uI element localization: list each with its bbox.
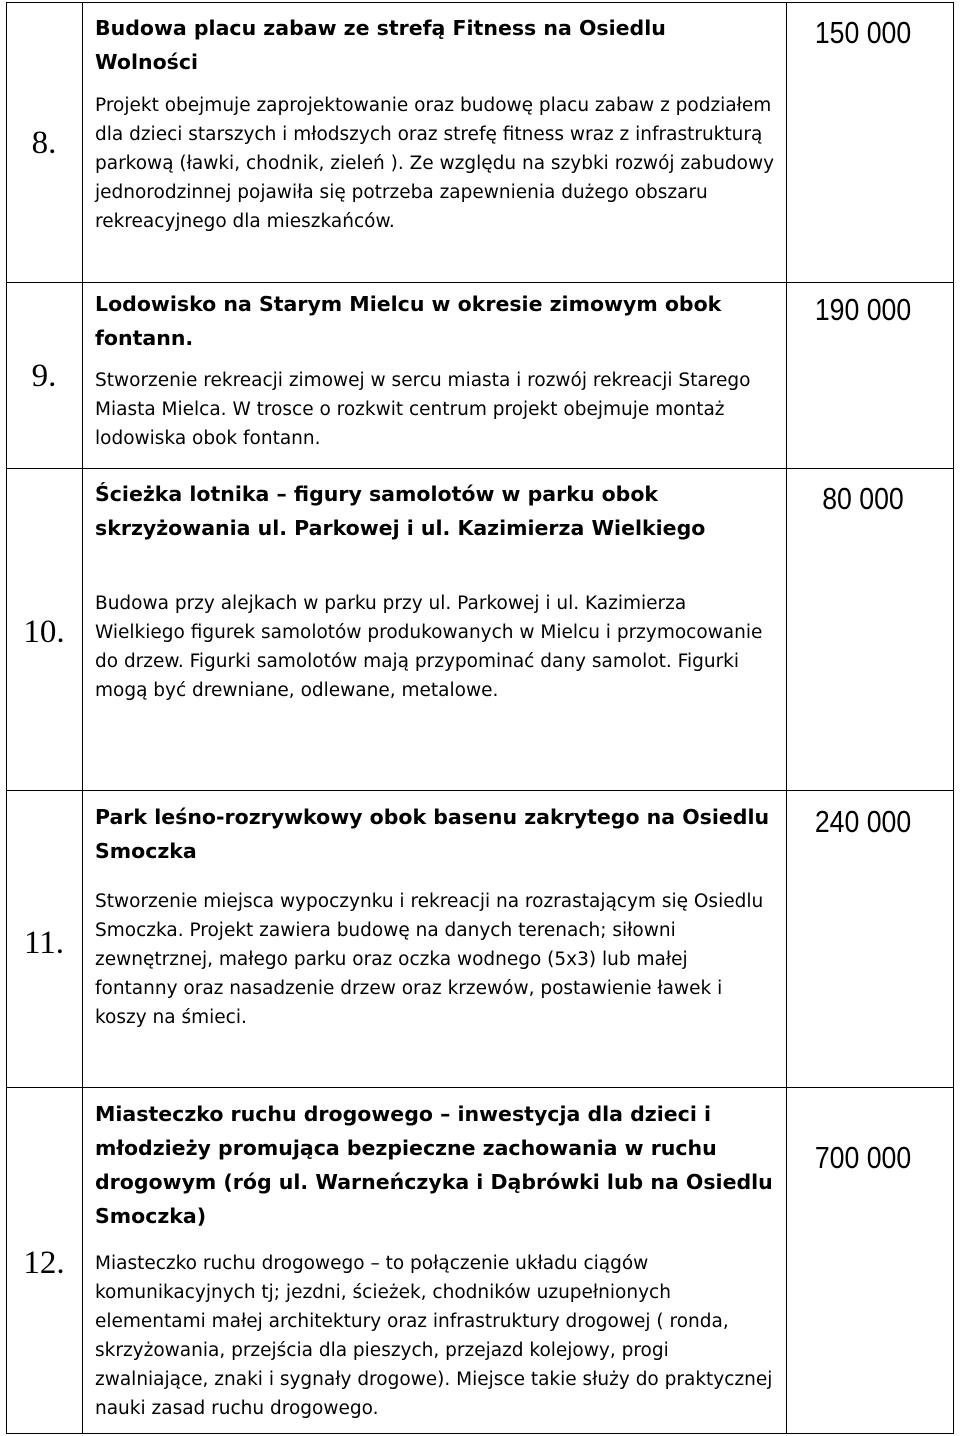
- project-title: Ścieżka lotnika – figury samolotów w parku obok skrzyżowania ul. Parkowej i ul. Kazimierza Wielkiego: [95, 482, 706, 540]
- row-divider-11-12: [6, 1087, 954, 1088]
- table-border-right: [953, 2, 954, 1434]
- project-cell: [95, 287, 775, 453]
- project-description: Projekt obejmuje zaprojektowanie oraz budowę placu zabaw z podziałem dla dzieci starszych i młodszych oraz strefę fitness wraz z infrastrukturą parkową (ławki, chodnik, zieleń ). Ze względu na szybki rozwój zabudowy jednorodzinnej pojawiła się potrzeba zapewnienia dużego obszaru rekreacyjnego dla mieszkańców.: [95, 95, 775, 232]
- table-border-top: [6, 2, 954, 3]
- project-title: Lodowisko na Starym Mielcu w okresie zimowym obok fontann.: [95, 292, 722, 350]
- row-number: 8.: [31, 125, 57, 161]
- row-number: 12.: [23, 1245, 65, 1281]
- table-border-left: [6, 2, 7, 1434]
- project-title: Miasteczko ruchu drogowego – inwestycja dla dzieci i młodzieży promująca bezpieczne zachowania w ruchu drogowym (róg ul. Warneńczyka i Dąbrówki lub na Osiedlu Smoczka): [95, 1102, 773, 1228]
- project-cell: [95, 1097, 775, 1423]
- row-number: 11.: [23, 925, 65, 961]
- row-divider-10-11: [6, 790, 954, 791]
- project-amount: 240 000: [814, 804, 912, 839]
- row-divider-8-9: [6, 282, 954, 283]
- row-divider-9-10: [6, 468, 954, 469]
- project-amount: 190 000: [814, 292, 912, 327]
- project-description: Stworzenie rekreacji zimowej w sercu miasta i rozwój rekreacji Starego Miasta Mielca. W trosce o rozkwit centrum projekt obejmuje montaż lodowiska obok fontann.: [95, 370, 751, 449]
- project-cell: [95, 477, 775, 705]
- table-border-bottom: [6, 1433, 954, 1434]
- project-cell: [95, 800, 775, 1032]
- project-description: Miasteczko ruchu drogowego – to połączenie układu ciągów komunikacyjnych tj; jezdni, ścieżek, chodników uzupełnionych elementami małej architektury oraz infrastruktury drogowej ( ronda, skrzyżowania, przejścia dla pieszych, przejazd kolejowy, progi zwalniające, znaki i sygnały drogowe). Miejsce takie służy do praktycznej nauki zasad ruchu drogowego.: [95, 1253, 773, 1419]
- project-amount: 150 000: [814, 15, 912, 50]
- column-divider-amount: [786, 2, 787, 1434]
- column-divider-number: [82, 2, 83, 1434]
- row-number: 10.: [23, 614, 65, 650]
- project-amount: 80 000: [822, 481, 904, 516]
- project-amount: 700 000: [814, 1140, 912, 1175]
- project-cell: [95, 11, 775, 236]
- project-description: Budowa przy alejkach w parku przy ul. Parkowej i ul. Kazimierza Wielkiego figurek samolotów produkowanych w Mielcu i przymocowanie do drzew. Figurki samolotów mają przypominać dany samolot. Figurki mogą być drewniane, odlewane, metalowe.: [95, 593, 763, 701]
- project-title: Park leśno-rozrywkowy obok basenu zakrytego na Osiedlu Smoczka: [95, 805, 770, 863]
- project-description: Stworzenie miejsca wypoczynku i rekreacji na rozrastającym się Osiedlu Smoczka. Projekt zawiera budowę na danych terenach; siłowni zewnętrznej, małego parku oraz oczka wodnego (5x3) lub małej fontanny oraz nasadzenie drzew oraz krzewów, postawienie ławek i koszy na śmieci.: [95, 891, 764, 1028]
- row-number: 9.: [31, 358, 57, 394]
- project-title: Budowa placu zabaw ze strefą Fitness na Osiedlu Wolności: [95, 16, 666, 74]
